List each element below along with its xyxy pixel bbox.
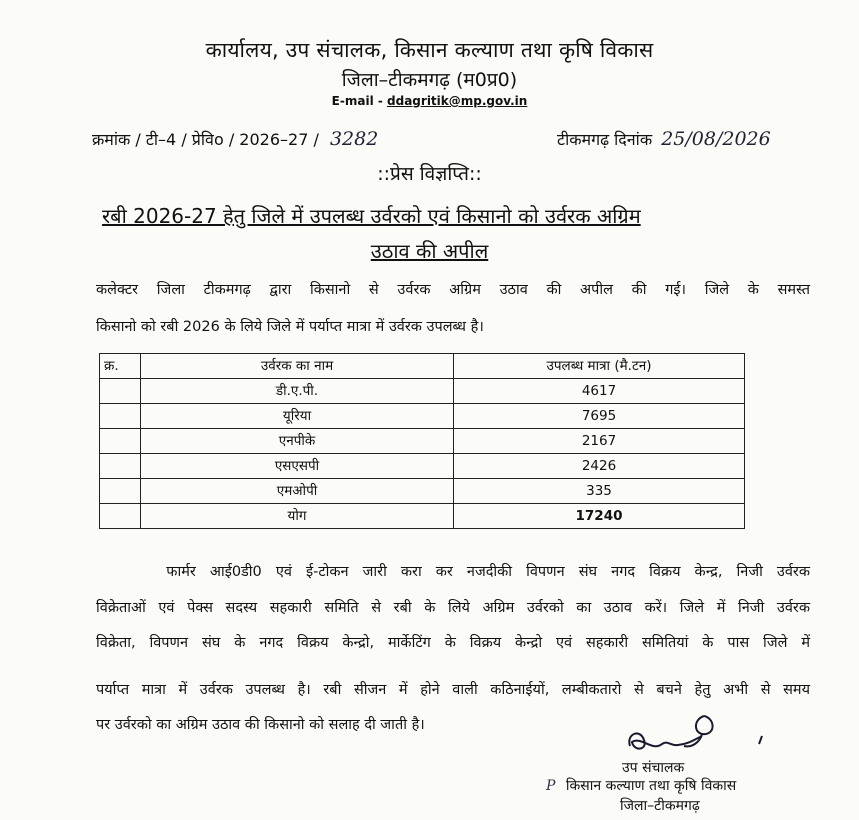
row-serial (100, 454, 141, 479)
reference-date (557, 128, 771, 150)
intro-line-1: कलेक्टर जिला टीकमगढ़ द्वारा किसानो से उर्वरक अग्रिम उठाव की अपील की गई। जिले के समस्त (96, 282, 810, 298)
row-quantity: 4617 (454, 379, 745, 404)
email-label: E-mail - (331, 94, 383, 108)
intro-line-2: किसानो को रबी 2026 के लिये जिले में पर्याप्त मात्रा में उर्वरक उपलब्ध है। (96, 319, 484, 335)
row-serial (100, 379, 141, 404)
table-header-row (100, 354, 745, 379)
table-row (100, 454, 745, 479)
signature-designation: उप संचालक (622, 760, 685, 776)
signature-department (546, 776, 736, 795)
body-line-4: पर्याप्त मात्रा में उर्वरक उपलब्ध है। रबी सीजन में होने वाली कठिनाईयों, लम्बीकतारो से बचने हेतु अभी से समय (96, 682, 810, 698)
row-fertilizer-name: एनपीके (141, 429, 454, 454)
header-serial: क्र. (100, 354, 141, 379)
total-label: योग (141, 504, 454, 529)
row-quantity: 335 (454, 479, 745, 504)
body-line-2: विक्रेताओं एवं पेक्स सदस्य सहकारी समिति से रबी के लिये अग्रिम उर्वरको का उठाव करें। जिले में निजी उर्वरक (96, 600, 810, 616)
total-quantity: 17240 (454, 504, 745, 529)
table-row (100, 404, 745, 429)
table-row (100, 429, 745, 454)
reference-number-handwritten: 3282 (329, 128, 379, 150)
row-quantity: 2167 (454, 429, 745, 454)
body-line-5: पर उर्वरको का अग्रिम उठाव की किसानो को सलाह दी जाती है। (96, 717, 425, 733)
row-serial (100, 429, 141, 454)
header-fertilizer-name: उर्वरक का नाम (141, 354, 454, 379)
body-line-3: विक्रेता, विपणन संघ के नगद विक्रय केन्द्रो, मार्केटिंग के विक्रय केन्द्रो एवं सहकारी समितियां के पास जिले में (96, 635, 810, 651)
table-row (100, 479, 745, 504)
row-fertilizer-name: डी.ए.पी. (141, 379, 454, 404)
press-release-title: ::प्रेस विज्ञप्ति:: (377, 163, 482, 185)
row-serial (100, 479, 141, 504)
reference-date-prefix: टीकमगढ़ दिनांक (557, 130, 653, 149)
row-quantity: 7695 (454, 404, 745, 429)
row-fertilizer-name: एसएसपी (141, 454, 454, 479)
row-serial (100, 404, 141, 429)
row-quantity: 2426 (454, 454, 745, 479)
fertilizer-table (99, 353, 745, 529)
row-serial (100, 504, 141, 529)
body-line-1: फार्मर आई0डी0 एवं ई-टोकन जारी करा कर नजदीकी विपणन संघ नगद विक्रय केन्द्र, निजी उर्वरक (96, 564, 810, 580)
subject-line-1: रबी 2026-27 हेतु जिले में उपलब्ध उर्वरको एवं किसानो को उर्वरक अग्रिम (102, 204, 641, 228)
table-row (100, 379, 745, 404)
handwritten-mark: P (546, 778, 556, 794)
signature-department-text: किसान कल्याण तथा कृषि विकास (565, 778, 737, 794)
handwritten-signature (622, 712, 772, 762)
subject-line-2: उठाव की अपील (370, 239, 489, 263)
reference-date-handwritten: 25/08/2026 (661, 128, 771, 150)
header-available-quantity: उपलब्ध मात्रा (मै.टन) (454, 354, 745, 379)
table-total-row (100, 504, 745, 529)
signature-district: जिला–टीकमगढ़ (620, 798, 700, 814)
row-fertilizer-name: एमओपी (141, 479, 454, 504)
reference-number-prefix: क्रमांक / टी–4 / प्रेविo / 2026–27 / (92, 130, 319, 149)
row-fertilizer-name: यूरिया (141, 404, 454, 429)
email-line (0, 94, 859, 108)
email-address[interactable]: ddagritik@mp.gov.in (387, 94, 528, 108)
district-line: जिला–टीकमगढ़ (म0प्र0) (341, 69, 518, 91)
reference-number (92, 128, 378, 150)
office-title: कार्यालय, उप संचालक, किसान कल्याण तथा कृषि विकास (205, 38, 654, 62)
